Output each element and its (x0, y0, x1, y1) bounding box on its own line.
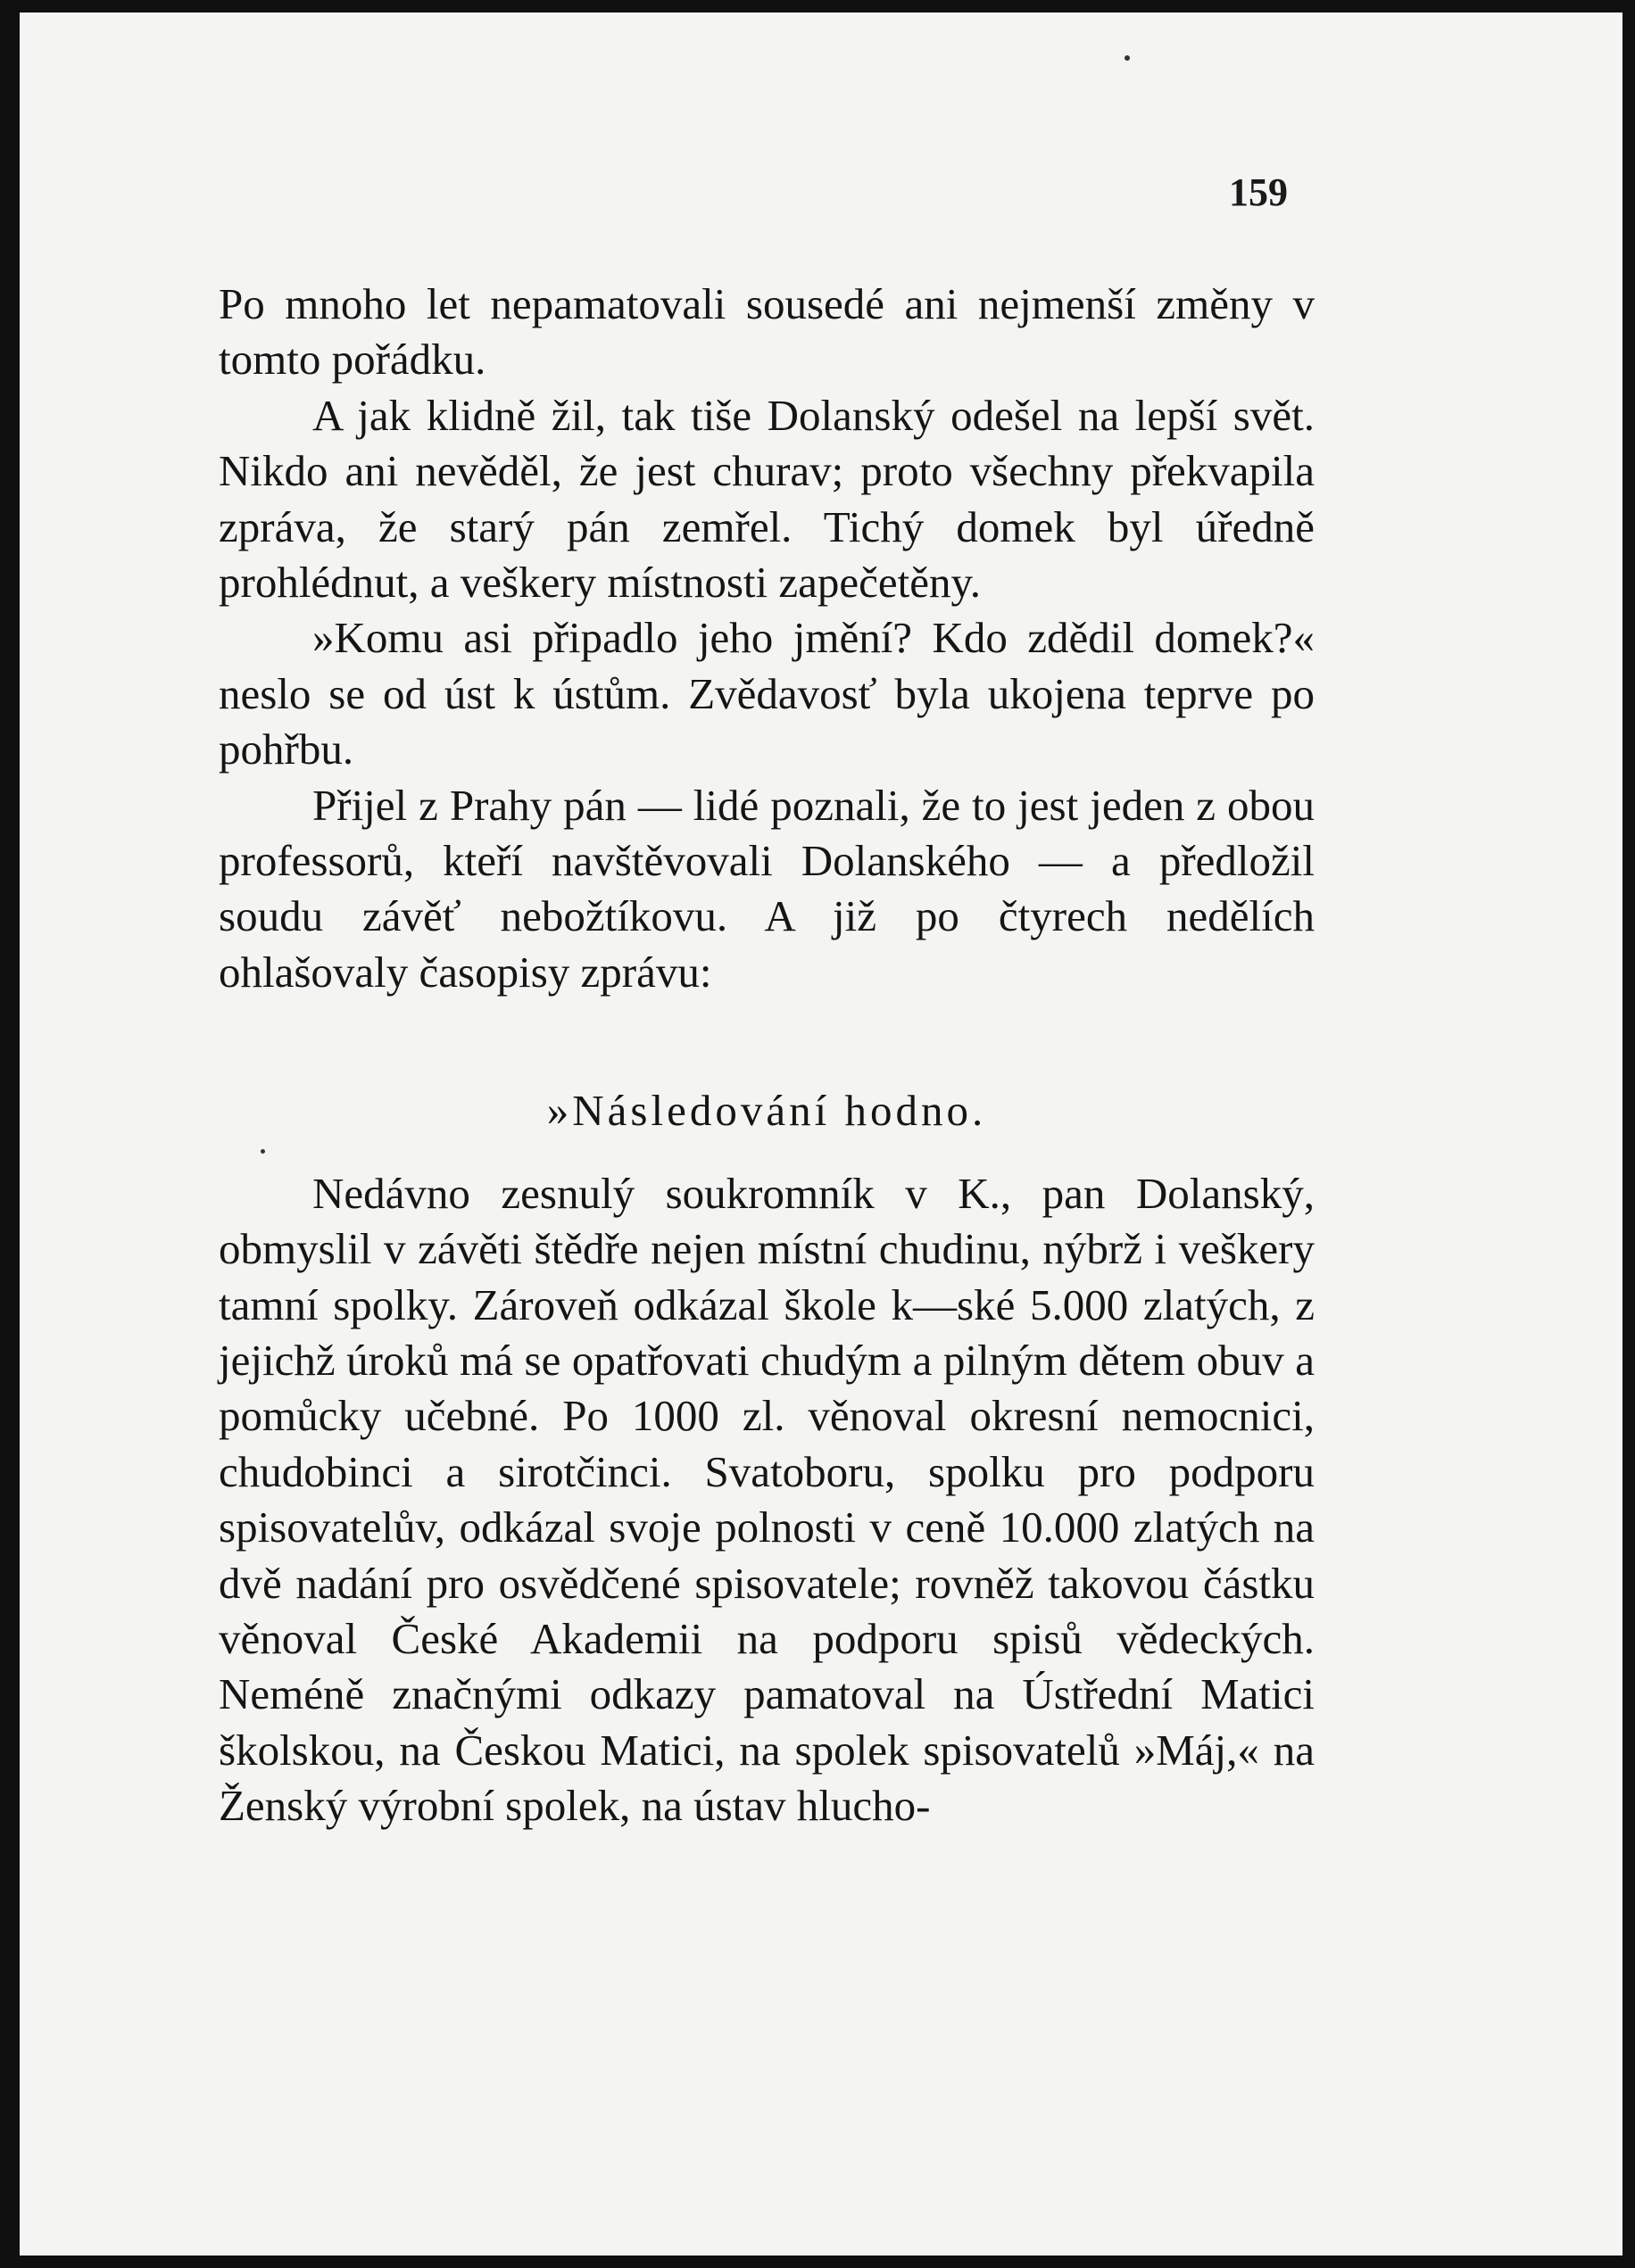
paragraph-2: A jak klidně žil, tak tiše Dolanský odešel na lepší svět. Nikdo ani nevěděl, že jest churav; proto všechny překvapila zpráva, že starý pán zemřel. Tichý domek byl úředně prohlédnut, a veškery místnosti zapečetěny. (219, 390, 1315, 608)
paragraph-1: Po mnoho let nepamatovali sousedé ani nejmenší změny v tomto pořádku. (219, 279, 1315, 385)
paragraph-4: Přijel z Prahy pán — lidé poznali, že to jest jeden z obou professorů, kteří navštěvovali Dolanského — a předložil soudu závěť nebožtíkovu. A již po čtyrech nedělích ohlašovaly časopisy zprávu: (219, 780, 1315, 997)
paragraph-5: Nedávno zesnulý soukromník v K., pan Dolanský, obmyslil v závěti štědře nejen místní chudinu, nýbrž i veškery tamní spolky. Zároveň odkázal škole k—ské 5.000 zlatých, z jejichž úroků má se opatřovati chudým a pilným dětem obuv a pomůcky učebné. Po 1000 zl. věnoval okresní nemocnici, chudobinci a sirotčinci. Svatoboru, spolku pro podporu spisovatelův, odkázal svoje polnosti v ceně 10.000 zlatých na dvě nadání pro osvědčené spisovatele; rovněž takovou částku věnoval České Akademii na podporu spisů vědeckých. Neméně značnými odkazy pamatoval na Ústřední Matici školskou, na Českou Matici, na spolek spisovatelů »Máj,« na Ženský výrobní spolek, na ústav hlucho- (219, 1168, 1315, 1831)
section-heading: »Následování hodno. (546, 1086, 987, 1136)
book-page (20, 12, 1623, 2256)
paragraph-3: »Komu asi připadlo jeho jmění? Kdo zdědil domek?« neslo se od úst k ústům. Zvědavosť byla ukojena teprve po pohřbu. (219, 613, 1315, 774)
page-number: 159 (1229, 170, 1288, 214)
body-text (219, 277, 1315, 1834)
speck-mark (1125, 55, 1130, 61)
